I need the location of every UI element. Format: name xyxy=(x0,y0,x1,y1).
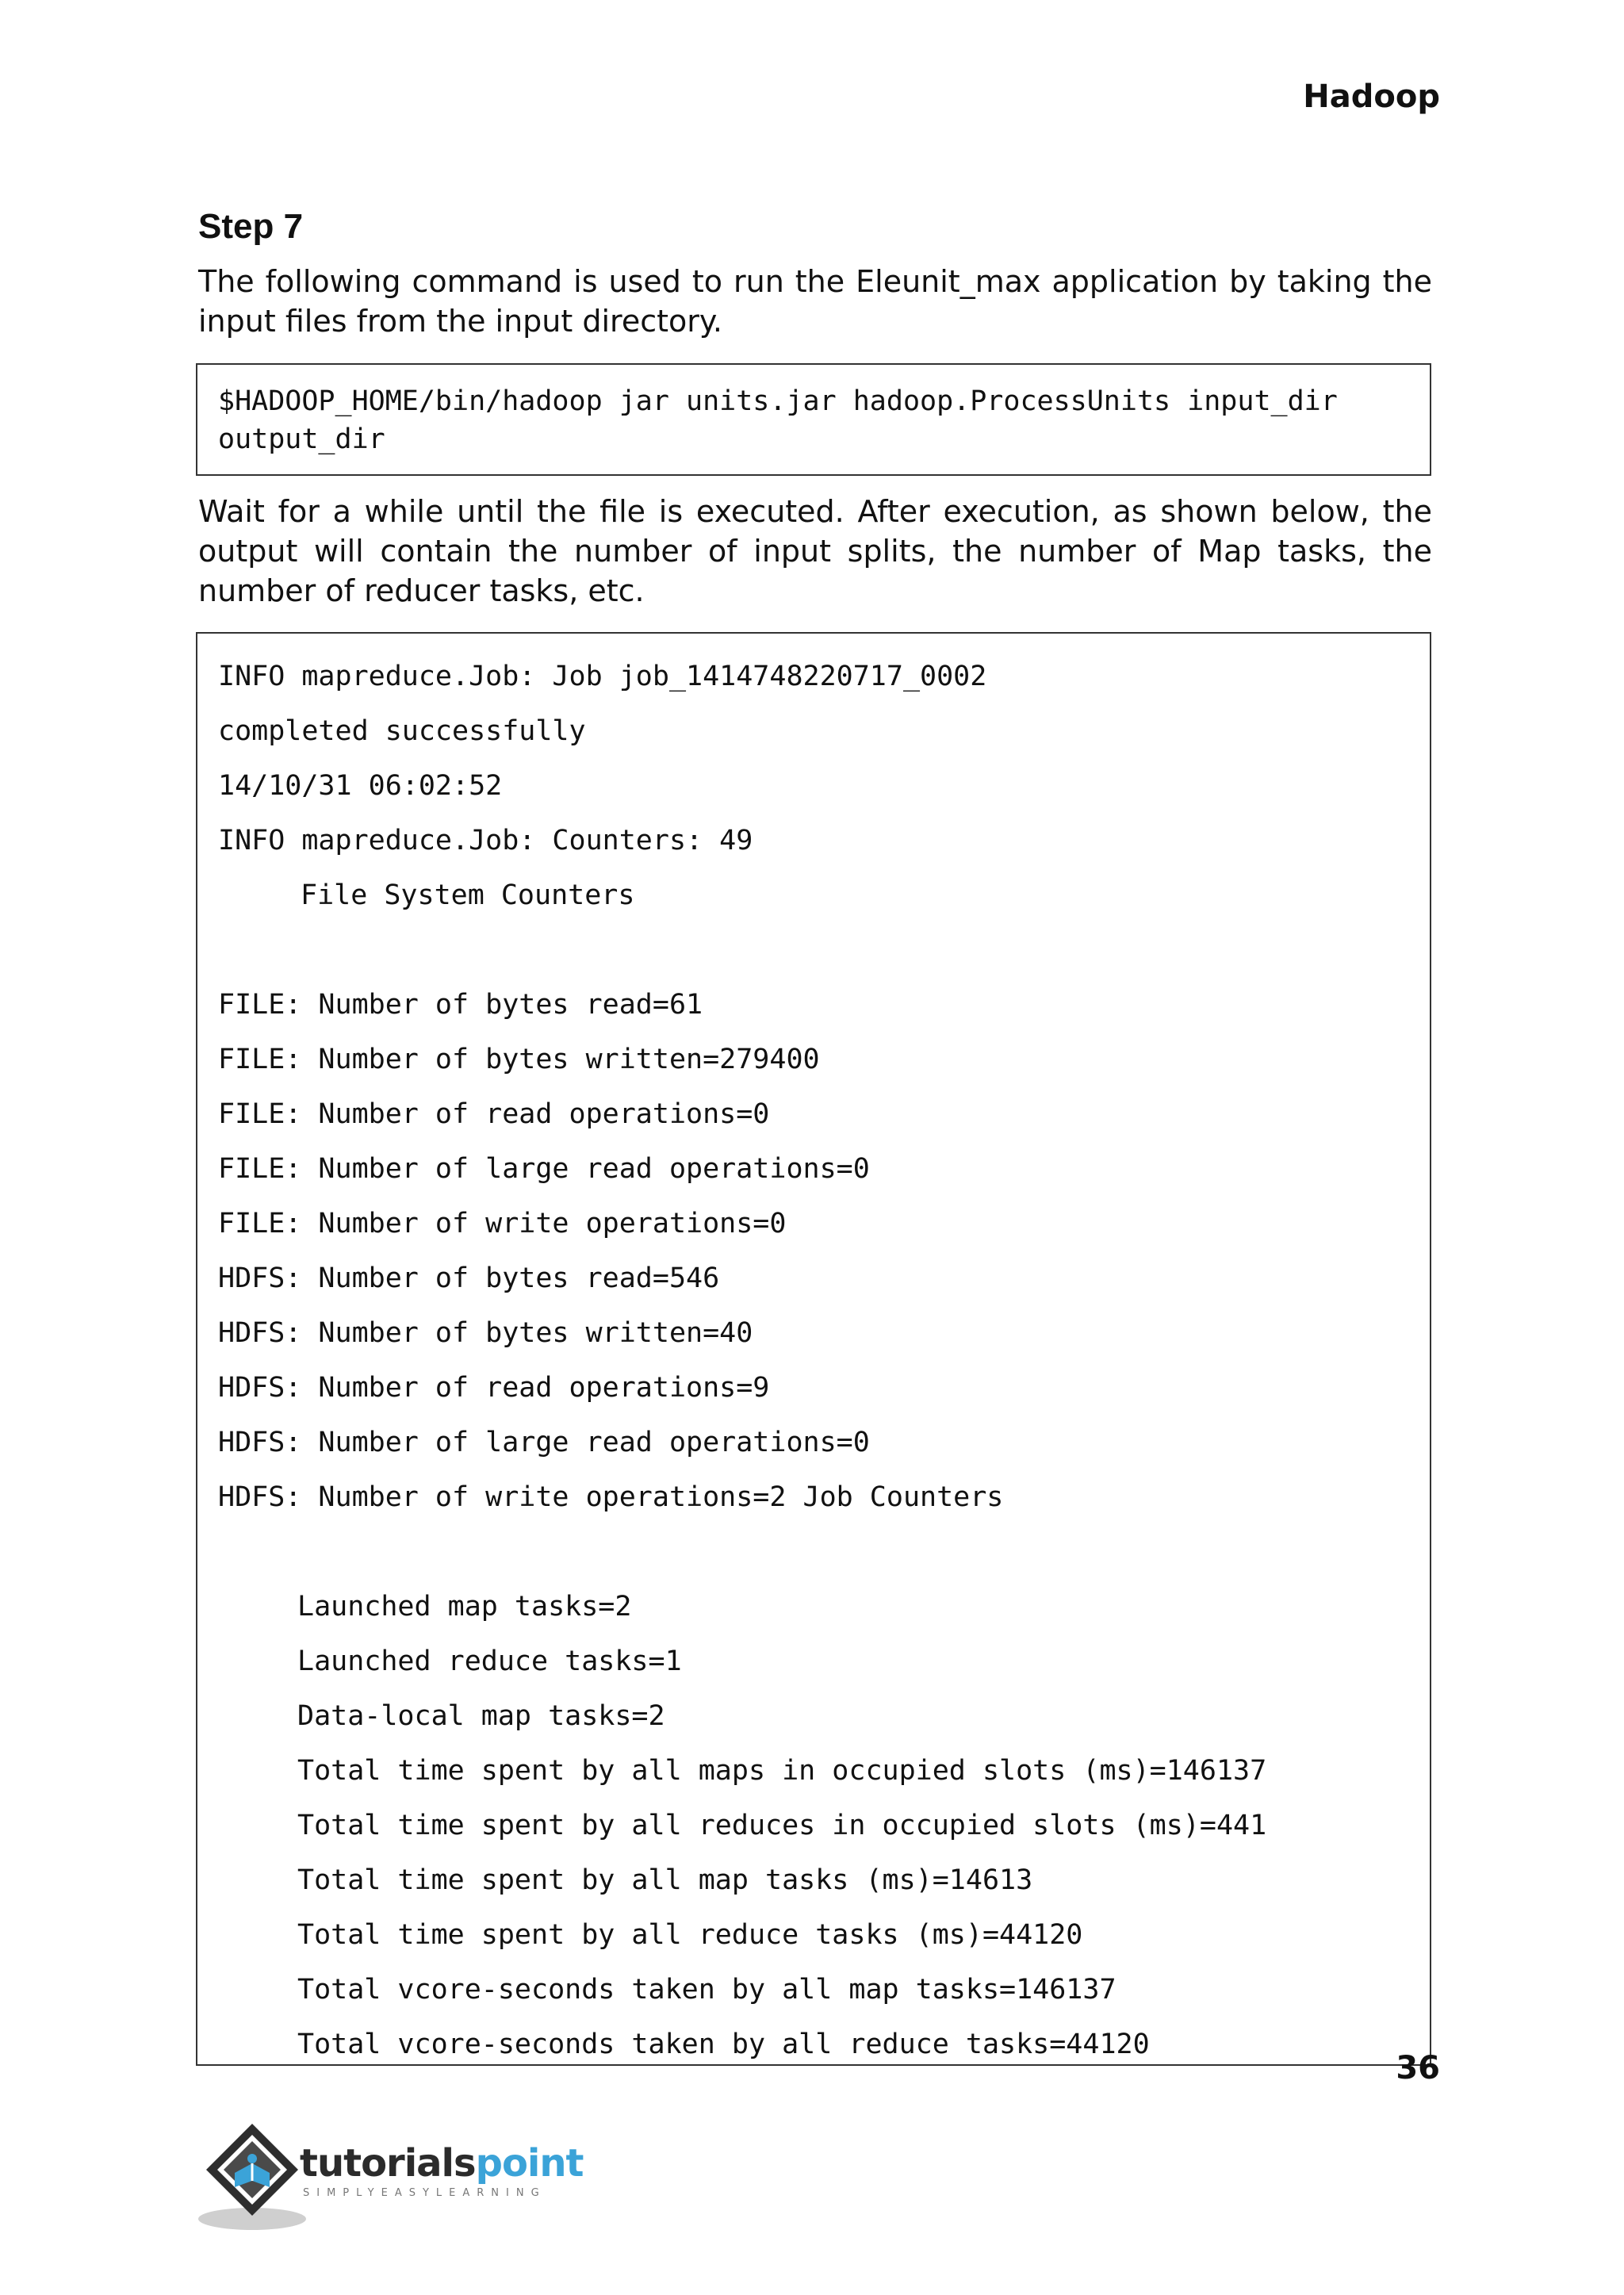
output-line: INFO mapreduce.Job: Counters: 49 xyxy=(218,825,753,856)
output-line: Total vcore-seconds taken by all map tasks=146137 xyxy=(297,1974,1116,2006)
tutorialspoint-logo xyxy=(197,2117,584,2236)
output-line: Data-local map tasks=2 xyxy=(297,1700,665,1732)
output-line: FILE: Number of read operations=0 xyxy=(218,1098,770,1130)
output-blank-line xyxy=(218,923,1409,978)
output-line: HDFS: Number of bytes written=40 xyxy=(218,1317,753,1349)
output-line: HDFS: Number of read operations=9 xyxy=(218,1372,770,1404)
command-line: $HADOOP_HOME/bin/hadoop jar units.jar hadoop.ProcessUnits input_dir xyxy=(218,385,1338,417)
output-line: FILE: Number of large read operations=0 xyxy=(218,1153,870,1185)
output-line: File System Counters xyxy=(301,879,635,911)
command-line: output_dir xyxy=(218,423,385,455)
step-heading: Step 7 xyxy=(198,207,304,246)
logo-tagline: SIMPLYEASYLEARNING xyxy=(303,2187,546,2199)
output-line: Launched reduce tasks=1 xyxy=(297,1646,682,1677)
output-blank-line xyxy=(218,1525,1409,1580)
output-line: HDFS: Number of bytes read=546 xyxy=(218,1262,720,1294)
output-line: 14/10/31 06:02:52 xyxy=(218,770,503,802)
output-line: FILE: Number of write operations=0 xyxy=(218,1208,787,1239)
page-number: 36 xyxy=(1396,2050,1440,2086)
wait-paragraph: Wait for a while until the file is executed. After execution, as shown below, the output will contain the number of input splits, the number of Map tasks, the number of reducer tasks, etc. xyxy=(198,494,1432,608)
output-line: Launched map tasks=2 xyxy=(297,1591,632,1623)
logo-wordmark: tutorialspoint xyxy=(300,2141,584,2186)
output-line: Total vcore-seconds taken by all reduce tasks=44120 xyxy=(297,2029,1150,2060)
intro-paragraph: The following command is used to run the Eleunit_max application by taking the input files from the input directory. xyxy=(198,264,1432,339)
output-line: FILE: Number of bytes read=61 xyxy=(218,989,703,1021)
job-output-block xyxy=(196,632,1431,2066)
output-line: Total time spent by all reduce tasks (ms)=44120 xyxy=(297,1919,1083,1951)
output-line: completed successfully xyxy=(218,715,586,747)
output-line: HDFS: Number of write operations=2 Job Counters xyxy=(218,1481,1004,1513)
output-line: INFO mapreduce.Job: Job job_1414748220717_0002 xyxy=(218,661,987,692)
output-line: HDFS: Number of large read operations=0 xyxy=(218,1427,870,1458)
running-header: Hadoop xyxy=(1303,79,1440,115)
output-line: FILE: Number of bytes written=279400 xyxy=(218,1044,820,1075)
output-line: Total time spent by all reduces in occupied slots (ms)=441 xyxy=(297,1810,1267,1841)
command-code-block xyxy=(196,363,1431,476)
output-line: Total time spent by all map tasks (ms)=14613 xyxy=(297,1864,1033,1896)
output-line: Total time spent by all maps in occupied slots (ms)=146137 xyxy=(297,1755,1267,1787)
